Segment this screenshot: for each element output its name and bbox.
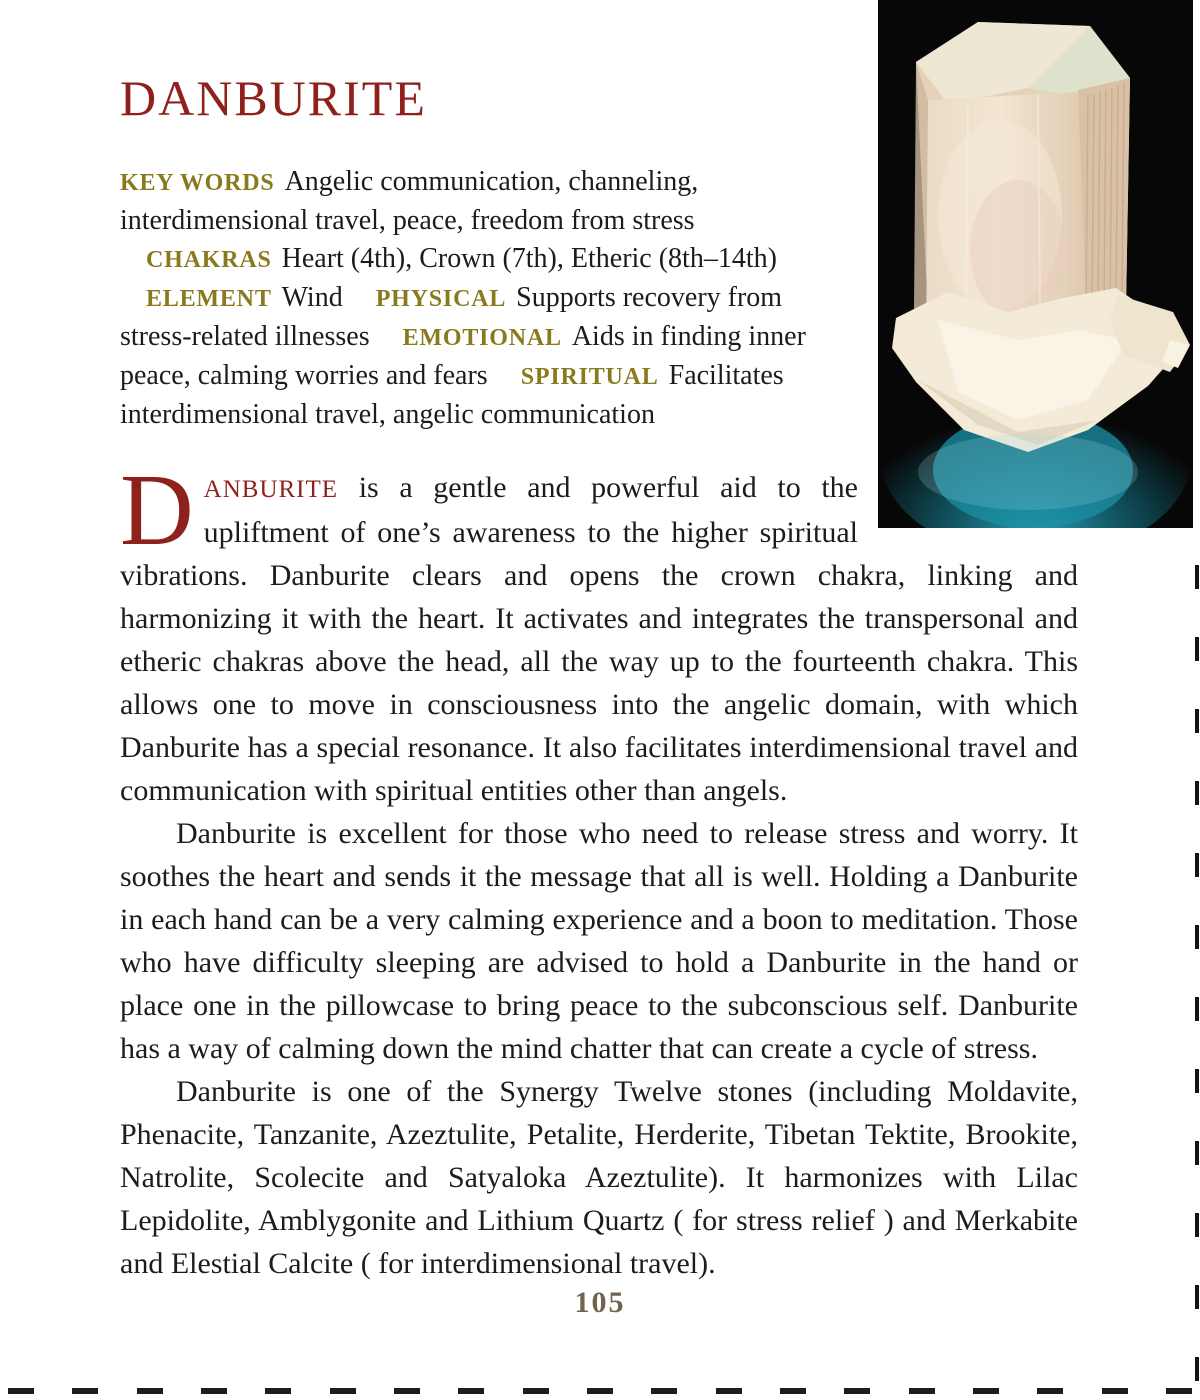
body-paragraph-2: Danburite is excellent for those who need to release stress and worry. It soothes the heart and sends it the message that all is well. Holding a Danburite in each hand can be a very calming experience and a boon to meditation. Those who have difficulty sleeping are advised to hold a Danburite in the hand or place one in the pillowcase to bring peace to the subconscious self. Danburite has a way of calming down the mind chatter that can create a cycle of stress. (120, 816, 1078, 1065)
right-dash (1195, 1285, 1199, 1309)
bottom-dash (72, 1388, 98, 1394)
bottom-dash (523, 1388, 549, 1394)
bottom-dash (137, 1388, 163, 1394)
body-paragraph-3: Danburite is one of the Synergy Twelve stones (including Moldavite, Phenacite, Tanzanite, Azeztulite, Petalite, Herderite, Tibetan Tektite, Brookite, Natrolite, Scolecite and Satyaloka Azeztulite). It harmonizes with Lilac Lepidolite, Amblygonite and Lithium Quartz ( for stress relief ) and Merkabite and Elestial Calcite ( for interdimensional travel). (120, 1074, 1078, 1280)
property-label: SPIRITUAL (520, 363, 659, 390)
property-value: Wind (281, 281, 343, 313)
property-element (120, 282, 343, 313)
right-dash (1195, 997, 1199, 1021)
paragraph-text: is a gentle and powerful aid to the upliftment of one’s awareness to the higher spiritual vibrations. Danburite clears and opens the crown chakra, linking and harmonizing it with the heart. It activates and integrates the transpersonal and etheric chakras above the head, all the way up to the fourteenth chakra. This allows one to move in consciousness into the angelic domain, with which Danburite has a special resonance. It also facilitates interdimensional travel and communication with spiritual entities other than angels. (120, 470, 1078, 807)
right-dash (1195, 1069, 1199, 1093)
property-chakras (120, 243, 777, 274)
bottom-dash (265, 1388, 291, 1394)
right-dash (1195, 1213, 1199, 1237)
bottom-dash (8, 1388, 34, 1394)
property-value: Heart (4th), Crown (7th), Etheric (8th–14th) (281, 242, 777, 274)
bottom-dash (651, 1388, 677, 1394)
property-label: EMOTIONAL (402, 324, 562, 351)
photo-wrap-spacer (858, 72, 1078, 546)
bottom-dash (780, 1388, 806, 1394)
bottom-dash (973, 1388, 999, 1394)
body-text (120, 453, 1078, 1285)
property-value: Aids in finding inner peace, calming worries and fears (120, 320, 806, 391)
property-label: ELEMENT (146, 285, 272, 312)
property-value: Facilitates interdimensional travel, angelic communication (120, 359, 784, 430)
right-dash (1195, 565, 1199, 589)
property-label: PHYSICAL (375, 285, 507, 312)
bottom-dash (394, 1388, 420, 1394)
bottom-dash (330, 1388, 356, 1394)
bottom-edge-dash-border (8, 1388, 1192, 1395)
page-content (120, 72, 1078, 1285)
right-dash (1195, 709, 1199, 733)
right-dash (1195, 925, 1199, 949)
property-value: Angelic communication, channeling, interdimensional travel, peace, freedom from stress (120, 165, 699, 236)
lead-smallcaps: ANBURITE (203, 475, 339, 503)
property-label: KEY WORDS (120, 169, 275, 196)
bottom-dash (1102, 1388, 1128, 1394)
right-dash (1195, 1357, 1199, 1381)
bottom-dash (458, 1388, 484, 1394)
right-dash (1195, 637, 1199, 661)
stone-title: DANBURITE (120, 70, 427, 126)
right-dash (1195, 1141, 1199, 1165)
page-number: 105 (574, 1286, 626, 1319)
bottom-dash (716, 1388, 742, 1394)
bottom-dash (1166, 1388, 1192, 1394)
right-dash (1195, 853, 1199, 877)
bottom-dash (587, 1388, 613, 1394)
right-dash (1195, 781, 1199, 805)
property-value: Supports recovery from stress-related illnesses (120, 281, 783, 352)
bottom-dash (1037, 1388, 1063, 1394)
right-edge-dash-border (1195, 565, 1200, 1385)
bottom-dash (201, 1388, 227, 1394)
drop-cap: D (120, 453, 194, 567)
bottom-dash (844, 1388, 870, 1394)
bottom-dash (909, 1388, 935, 1394)
property-label: CHAKRAS (146, 246, 272, 273)
property-keywords (120, 166, 698, 236)
